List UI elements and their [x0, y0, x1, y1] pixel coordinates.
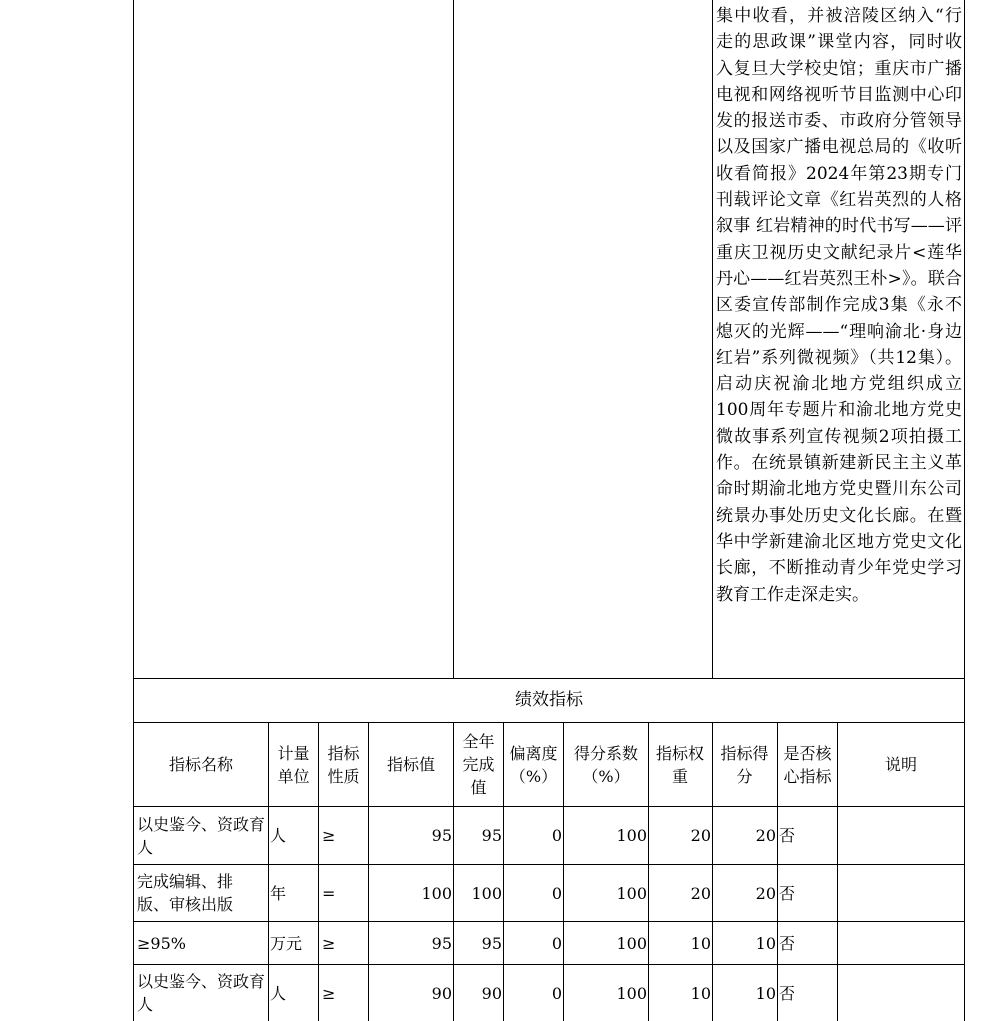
row-1-note: [840, 807, 964, 864]
row-4-actual: 90: [481, 983, 502, 1003]
grid-line: [453, 0, 454, 679]
row-3-score: 10: [755, 933, 776, 953]
row-3-coefficient: 100: [616, 933, 647, 953]
row-4-name: 以史鉴今、资政育人: [137, 972, 266, 1014]
header-coefficient: 得分系数（%）: [573, 743, 638, 786]
header-name: 指标名称: [168, 755, 233, 774]
header-note: 说明: [884, 755, 917, 774]
row-2-weight: 20: [690, 883, 711, 903]
row-4-unit: 人: [270, 983, 287, 1003]
row-1-unit: 人: [270, 826, 287, 845]
row-3-name: ≥95%: [137, 933, 186, 953]
header-core: 是否核心指标: [783, 743, 832, 786]
header-nature: 指标性质: [327, 743, 360, 786]
grid-line: [133, 0, 134, 1021]
row-4-nature: ≥: [322, 983, 336, 1003]
row-1-coefficient: 100: [616, 826, 647, 845]
row-1-deviation: 0: [551, 826, 562, 845]
row-3-deviation: 0: [551, 933, 562, 953]
row-3-core: 否: [779, 933, 796, 953]
row-1-nature: ≥: [322, 826, 336, 845]
row-3-unit: 万元: [270, 933, 303, 953]
header-weight: 指标权重: [655, 743, 704, 786]
row-1-target: 95: [431, 826, 452, 845]
narrative-text: 集中收看，并被涪陵区纳入“行走的思政课”课堂内容，同时收入复旦大学校史馆；重庆市广播电视和网络视听节目监测中心印发的报送市委、市政府分管领导以及国家广播电视总局的《收听收看简报》2024年第23期专门刊载评论文章《红岩英烈的人格叙事 红岩精神的时代书写——评重庆卫视历史文献纪录片<莲华丹心——红岩英烈王朴>》。联合区委宣传部制作完成3集《永不熄灭的光辉——“理响渝北·身边红岩”系列微视频》（共12集）。启动庆祝渝北地方党组织成立100周年专题片和渝北地方党史微故事系列宣传视频2项拍摄工作。在统景镇新建新民主主义革命时期渝北地方党史暨川东公司统景办事处历史文化长廊。在暨华中学新建渝北区地方党史文化长廊，不断推动青少年党史学习教育工作走深走实。: [716, 6, 962, 605]
grid-line: [712, 0, 713, 679]
row-1-core: 否: [779, 826, 796, 845]
header-target: 指标值: [386, 755, 435, 774]
row-3-nature: ≥: [322, 933, 336, 953]
row-1-weight: 20: [690, 826, 711, 845]
header-deviation: 偏离度（%）: [509, 743, 558, 786]
row-4-coefficient: 100: [616, 983, 647, 1003]
row-4-core: 否: [779, 983, 796, 1003]
row-2-target: 100: [421, 883, 452, 903]
row-3-note: [840, 922, 964, 964]
row-1-score: 20: [755, 826, 776, 845]
row-4-score: 10: [755, 983, 776, 1003]
row-3-target: 95: [431, 933, 452, 953]
row-3-weight: 10: [690, 933, 711, 953]
row-2-note: [840, 865, 964, 921]
row-3-actual: 95: [481, 933, 502, 953]
header-unit: 计量单位: [277, 743, 310, 786]
row-2-unit: 年: [270, 883, 287, 903]
row-1-actual: 95: [481, 826, 502, 845]
row-2-core: 否: [779, 883, 796, 903]
grid-line: [964, 0, 965, 1021]
row-2-deviation: 0: [551, 883, 562, 903]
row-1-name: 以史鉴今、资政育人: [137, 814, 266, 857]
header-actual: 全年完成值: [462, 732, 495, 797]
row-4-deviation: 0: [551, 983, 562, 1003]
row-2-coefficient: 100: [616, 883, 647, 903]
row-4-weight: 10: [690, 983, 711, 1003]
row-2-actual: 100: [471, 883, 502, 903]
row-4-target: 90: [431, 983, 452, 1003]
header-score: 指标得分: [720, 743, 769, 786]
section-title: 绩效指标: [515, 690, 583, 710]
row-2-name: 完成编辑、排版、审核出版: [137, 872, 234, 914]
row-4-note: [840, 965, 964, 1021]
grid-line: [318, 722, 319, 1021]
row-2-nature: =: [322, 883, 336, 903]
grid-line: [268, 722, 269, 1021]
row-2-score: 20: [755, 883, 776, 903]
